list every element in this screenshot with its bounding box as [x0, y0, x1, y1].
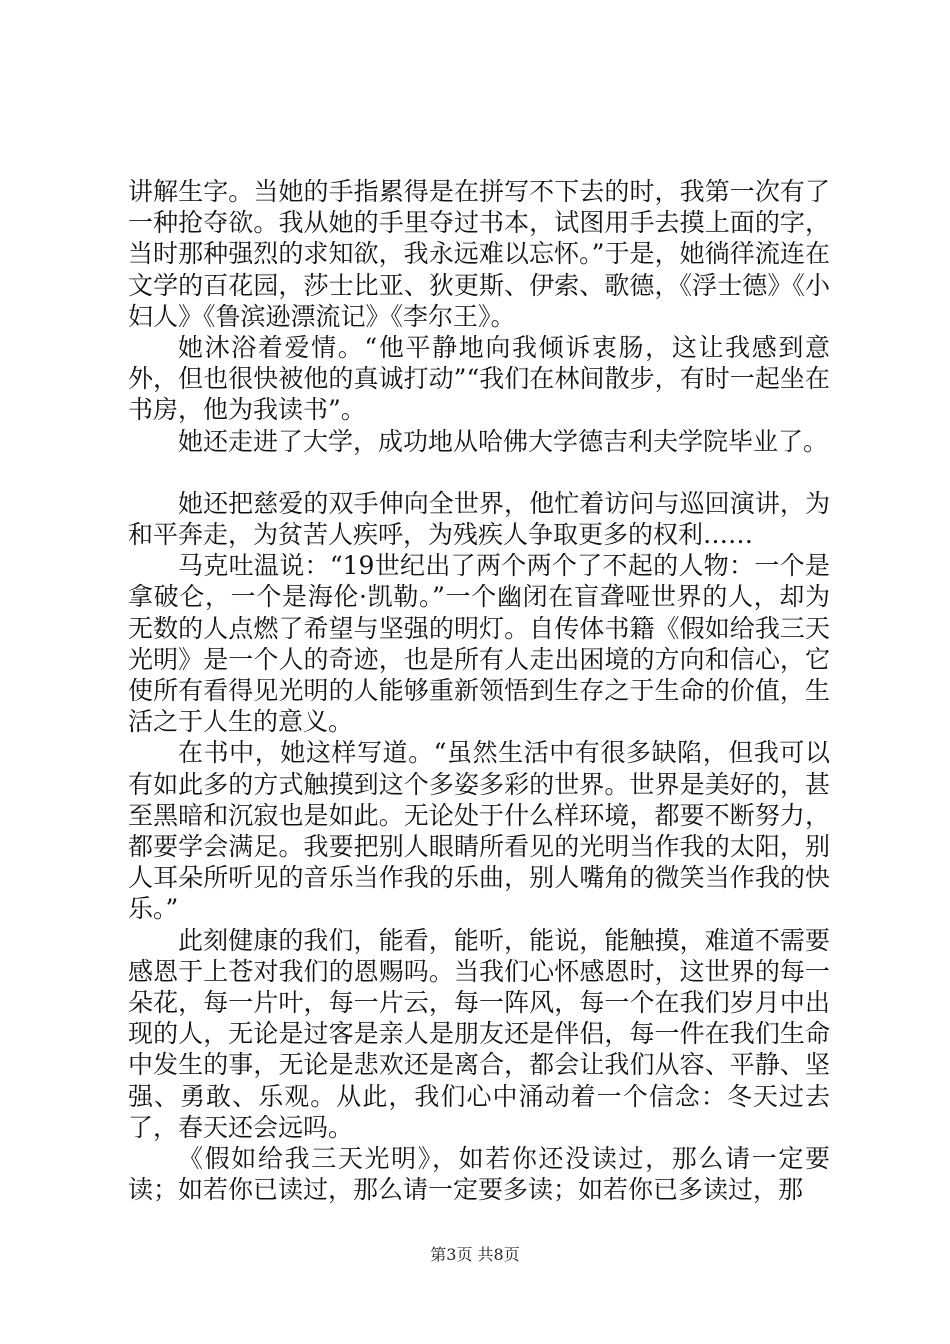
paragraph-world: 她还把慈爱的双手伸向全世界，他忙着访问与巡回演讲，为和平奔走，为贫苦人疾呼，为残疾人争取更多的权利……: [128, 488, 830, 550]
paragraph-college: 她还走进了大学，成功地从哈佛大学德吉利夫学院毕业了。: [178, 426, 829, 456]
paragraph-continued: 讲解生字。当她的手指累得是在拼写不下去的时，我第一次有了一种抢夺欲。我从她的手里夺过书本，试图用手去摸上面的字，当时那种强烈的求知欲，我永远难以忘怀。”于是，她徜徉流连在文学的百花园，莎士比亚、狄更斯、伊索、歌德，《浮士德》《小妇人》《鲁滨逊漂流记》《李尔王》。: [128, 177, 830, 331]
paragraph-quote: 在书中，她这样写道。“虽然生活中有很多缺陷，但我可以有如此多的方式触摸到这个多姿多彩的世界。世界是美好的，甚至黑暗和沉寂也是如此。无论处于什么样环境，都要不断努力，都要学会满足。我要把别人眼睛所看见的光明当作我的太阳，别人耳朵所听见的音乐当作我的乐曲，别人嘴角的微笑当作我的快乐。”: [128, 738, 830, 924]
document-body: [128, 176, 830, 1206]
paragraph-love: 她沐浴着爱情。“他平静地向我倾诉衷肠，这让我感到意外，但也很快被他的真诚打动”“我们在林间散步，有时一起坐在书房，他为我读书”。: [128, 333, 830, 425]
paragraph-gratitude: 此刻健康的我们，能看，能听，能说，能触摸，难道不需要感恩于上苍对我们的恩赐吗。当我们心怀感恩时，这世界的每一朵花，每一片叶，每一片云，每一阵风，每一个在我们岁月中出现的人，无论是过客是亲人是朋友还是伴侣，每一件在我们生命中发生的事，无论是悲欢还是离合，都会让我们从容、平静、坚强、勇敢、乐观。从此，我们心中涌动着一个信念：冬天过去了，春天还会远吗。: [128, 925, 830, 1142]
paragraph-mark-twain: 马克吐温说：“19世纪出了两个两个了不起的人物：一个是拿破仑，一个是海伦·凯勒。”一个幽闭在盲聋哑世界的人，却为无数的人点燃了希望与坚强的明灯。自传体书籍《假如给我三天光明》是一个人的奇迹，也是所有人走出困境的方向和信心，它使所有看得见光明的人能够重新领悟到生存之于生命的价值，生活之于人生的意义。: [128, 551, 830, 737]
page-number-footer: 第3页 共8页: [430, 1245, 520, 1264]
paragraph-recommendation: 《假如给我三天光明》，如若你还没读过，那么请一定要读；如若你已读过，那么请一定要多读；如若你已多读过，那: [128, 1144, 830, 1205]
